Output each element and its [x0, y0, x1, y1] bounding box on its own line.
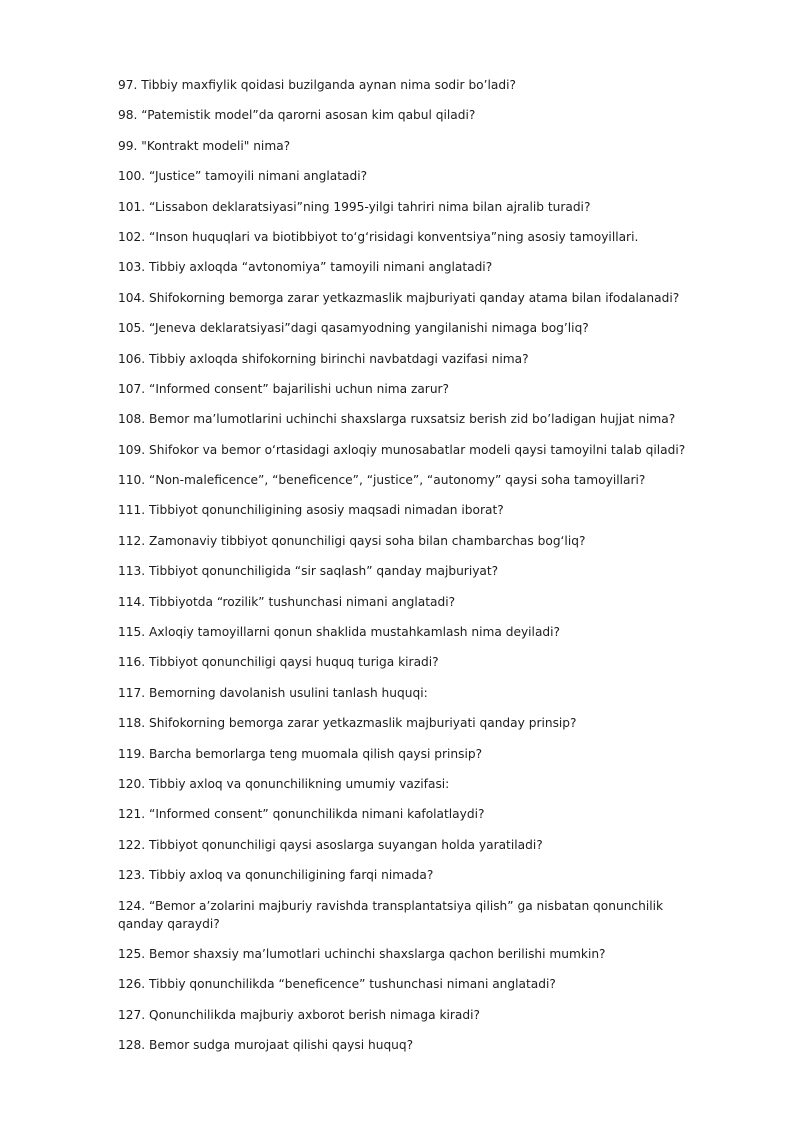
- list-item: 107. “Informed consent” bajarilishi uchun nima zarur?: [118, 381, 450, 396]
- list-item: 112. Zamonaviy tibbiyot qonunchiligi qaysi soha bilan chambarchas bog‘liq?: [118, 533, 586, 548]
- list-item: 123. Tibbiy axloq va qonunchiligining farqi nimada?: [118, 868, 434, 883]
- list-item: 100. “Justice” tamoyili nimani anglatadi?: [118, 169, 368, 184]
- list-item: 115. Axloqiy tamoyillarni qonun shaklida mustahkamlash nima deyiladi?: [118, 625, 561, 640]
- list-item: 111. Tibbiyot qonunchiligining asosiy maqsadi nimadan iborat?: [118, 503, 504, 518]
- list-item: 127. Qonunchilikda majburiy axborot berish nimaga kiradi?: [118, 1007, 480, 1022]
- list-item: 114. Tibbiyotda “rozilik” tushunchasi nimani anglatadi?: [118, 594, 456, 609]
- list-item: 105. “Jeneva deklaratsiyasi”dagi qasamyodning yangilanishi nimaga bog’liq?: [118, 321, 589, 336]
- list-item: 106. Tibbiy axloqda shifokorning birinchi navbatdagi vazifasi nima?: [118, 351, 529, 366]
- list-item: 117. Bemorning davolanish usulini tanlash huquqi:: [118, 685, 428, 700]
- list-item: 102. “Inson huquqlari va biotibbiyot to‘g‘risidagi konventsiya”ning asosiy tamoyillari.: [118, 229, 639, 244]
- list-item: 125. Bemor shaxsiy ma’lumotlari uchinchi shaxslarga qachon berilishi mumkin?: [118, 946, 606, 961]
- list-item: 118. Shifokorning bemorga zarar yetkazmaslik majburiyati qanday prinsip?: [118, 716, 577, 731]
- list-item: 122. Tibbiyot qonunchiligi qaysi asoslarga suyangan holda yaratiladi?: [118, 837, 543, 852]
- list-item: 121. “Informed consent” qonunchilikda nimani kafolatlaydi?: [118, 807, 485, 822]
- list-item: 124. “Bemor a’zolarini majburiy ravishda transplantatsiya qilish” ga nisbatan qonunchilik qanday qaraydi?: [118, 898, 664, 932]
- list-item: 126. Tibbiy qonunchilikda “beneficence” tushunchasi nimani anglatadi?: [118, 977, 556, 992]
- list-item: 103. Tibbiy axloqda “avtonomiya” tamoyili nimani anglatadi?: [118, 260, 493, 275]
- list-item: 108. Bemor ma’lumotlarini uchinchi shaxslarga ruxsatsiz berish zid bo’ladigan hujjat nima?: [118, 412, 676, 427]
- list-item: 101. “Lissabon deklaratsiyasi”ning 1995-yilgi tahriri nima bilan ajralib turadi?: [118, 199, 591, 214]
- list-item: 110. “Non-maleficence”, “beneficence”, “justice”, “autonomy” qaysi soha tamoyillari?: [118, 473, 646, 488]
- list-item: 116. Tibbiyot qonunchiligi qaysi huquq turiga kiradi?: [118, 655, 439, 670]
- list-item: 109. Shifokor va bemor o‘rtasidagi axloqiy munosabatlar modeli qaysi tamoyilni talab qiladi?: [118, 442, 686, 457]
- list-item: 128. Bemor sudga murojaat qilishi qaysi huquq?: [118, 1038, 414, 1053]
- list-item: 98. “Patemistik model”da qarorni asosan kim qabul qiladi?: [118, 108, 476, 123]
- list-item: 104. Shifokorning bemorga zarar yetkazmaslik majburiyati qanday atama bilan ifodalanadi?: [118, 290, 680, 305]
- list-item: 119. Barcha bemorlarga teng muomala qilish qaysi prinsip?: [118, 746, 483, 761]
- list-item: 120. Tibbiy axloq va qonunchilikning umumiy vazifasi:: [118, 776, 450, 791]
- list-item: 113. Tibbiyot qonunchiligida “sir saqlash” qanday majburiyat?: [118, 564, 499, 579]
- question-list: [118, 76, 703, 1067]
- list-item: 97. Tibbiy maxfiylik qoidasi buzilganda aynan nima sodir bo’ladi?: [118, 78, 516, 92]
- list-item: 99. "Kontrakt modeli" nima?: [118, 138, 291, 153]
